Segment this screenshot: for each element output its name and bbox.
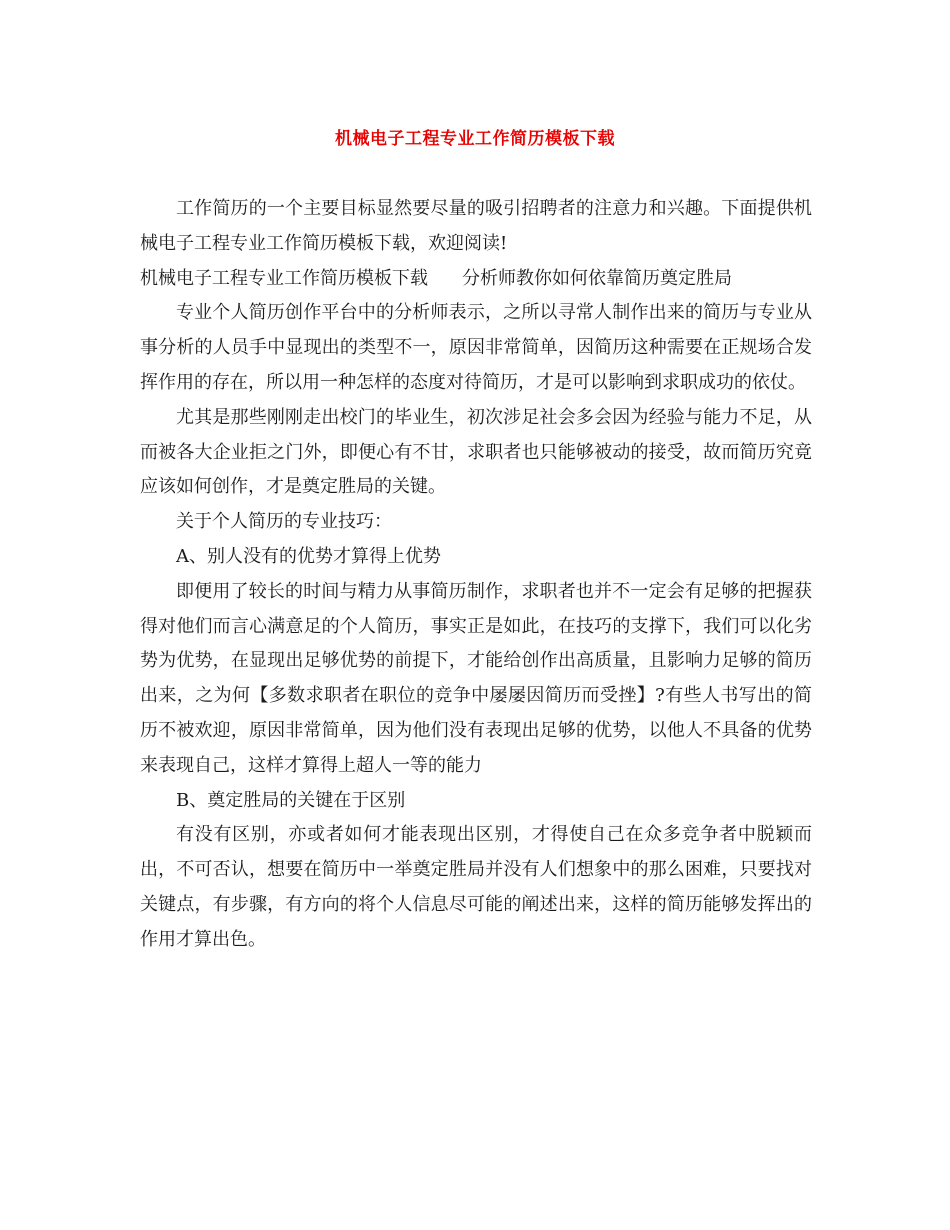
intro-paragraph: 工作简历的一个主要目标显然要尽量的吸引招聘者的注意力和兴趣。下面提供机械电子工程专业工作简历模板下载，欢迎阅读!: [140, 198, 812, 254]
document-body: [140, 192, 812, 958]
subheading-left: 机械电子工程专业工作简历模板下载: [140, 267, 428, 289]
document-title: 机械电子工程专业工作简历模板下载: [335, 129, 615, 149]
subheading-right: 分析师教你如何依靠简历奠定胜局: [462, 267, 732, 289]
tip-a-heading: A、别人没有的优势才算得上优势: [176, 545, 441, 567]
body-paragraph-1: 专业个人简历创作平台中的分析师表示，之所以寻常人制作出来的简历与专业从事分析的人员手中显现出的类型不一，原因非常简单，因简历这种需要在正规场合发挥作用的存在，所以用一种怎样的态度对待简历，才是可以影响到求职成功的依仗。: [140, 302, 812, 393]
subheading-line: [140, 262, 812, 297]
body-paragraph-3: 即便用了较长的时间与精力从事简历制作，求职者也并不一定会有足够的把握获得对他们而言心满意足的个人简历，事实正是如此，在技巧的支撑下，我们可以化劣势为优势，在显现出足够优势的前提下，才能给创作出高质量，且影响力足够的简历出来，之为何【多数求职者在职位的竞争中屡屡因简历而受挫】?有些人书写出的简历不被欢迎，原因非常简单，因为他们没有表现出足够的优势，以他人不具备的优势来表现自己，这样才算得上超人一等的能力: [140, 580, 812, 776]
body-paragraph-4: 有没有区别，亦或者如何才能表现出区别，才得使自己在众多竞争者中脱颖而出，不可否认，想要在简历中一举奠定胜局并没有人们想象中的那么困难，只要找对关键点，有步骤，有方向的将个人信息尽可能的阐述出来，这样的简历能够发挥出的作用才算出色。: [140, 824, 812, 950]
body-paragraph-2: 尤其是那些刚刚走出校门的毕业生，初次涉足社会多会因为经验与能力不足，从而被各大企业拒之门外，即便心有不甘，求职者也只能够被动的接受，故而简历究竟应该如何创作，才是奠定胜局的关键。: [140, 406, 812, 498]
tip-b-heading: B、奠定胜局的关键在于区别: [176, 789, 406, 811]
tips-heading: 关于个人简历的专业技巧：: [176, 511, 392, 533]
